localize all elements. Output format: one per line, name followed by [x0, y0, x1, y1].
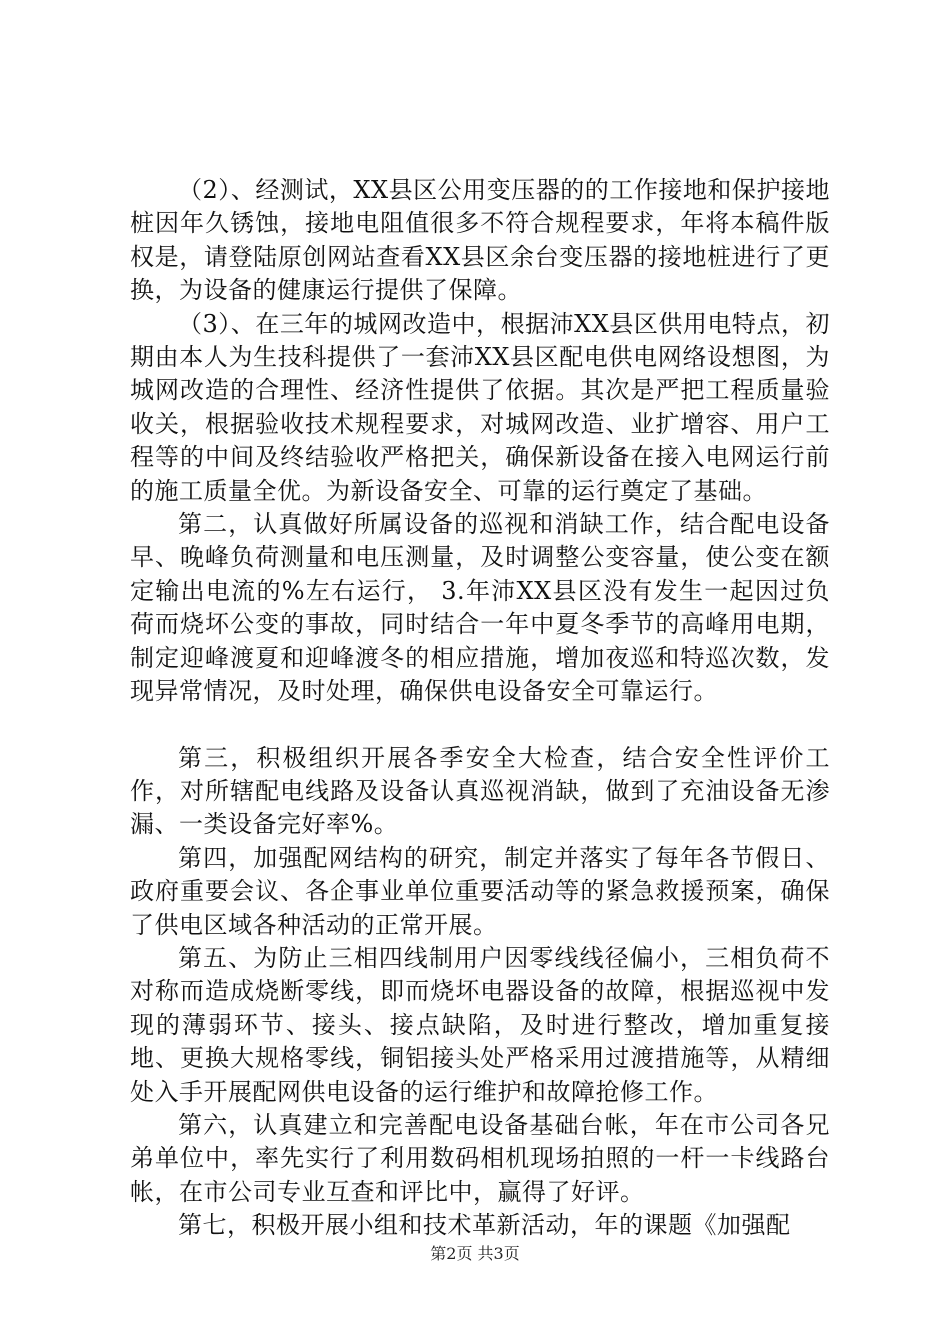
page-number-footer: 第2页 共3页	[430, 1244, 520, 1263]
paragraph-fourth: 第四，加强配网结构的研究，制定并落实了每年各节假日、政府重要会议、各企事业单位重要活动等的紧急救援预案，确保了供电区域各种活动的正常开展。	[130, 843, 830, 939]
paragraph-second: 第二，认真做好所属设备的巡视和消缺工作，结合配电设备早、晚峰负荷测量和电压测量，及时调整公变容量，使公变在额定输出电流的%左右运行， 3.年沛XX县区没有发生一起因过负荷而烧坏公变的事故，同时结合一年中夏冬季节的高峰用电期，制定迎峰渡夏和迎峰渡冬的相应措施，增加夜巡和特巡次数，发现异常情况，及时处理，确保供电设备安全可靠运行。	[130, 510, 830, 706]
paragraph-third: 第三，积极组织开展各季安全大检查，结合安全性评价工作，对所辖配电线路及设备认真巡视消缺，做到了充油设备无渗漏、一类设备完好率%。	[130, 743, 830, 839]
document-body	[130, 174, 830, 1243]
paragraph-sixth: 第六，认真建立和完善配电设备基础台帐，年在市公司各兄弟单位中，率先实行了利用数码相机现场拍照的一杆一卡线路台帐，在市公司专业互查和评比中，赢得了好评。	[130, 1110, 830, 1206]
paragraph-item-2: （2）、经测试，XX县区公用变压器的的工作接地和保护接地桩因年久锈蚀，接地电阻值很多不符合规程要求，年将本稿件版权是，请登陆原创网站查看XX县区余台变压器的接地桩进行了更换，为设备的健康运行提供了保障。	[130, 176, 830, 305]
paragraph-item-3: （3）、在三年的城网改造中，根据沛XX县区供用电特点，初期由本人为生技科提供了一套沛XX县区配电供电网络设想图，为城网改造的合理性、经济性提供了依据。其次是严把工程质量验收关，根据验收技术规程要求，对城网改造、业扩增容、用户工程等的中间及终结验收严格把关，确保新设备在接入电网运行前的施工质量全优。为新设备安全、可靠的运行奠定了基础。	[130, 309, 830, 505]
paragraph-fifth: 第五、为防止三相四线制用户因零线线径偏小，三相负荷不对称而造成烧断零线，即而烧坏电器设备的故障，根据巡视中发现的薄弱环节、接头、接点缺陷，及时进行整改，增加重复接地、更换大规格零线，铜铝接头处严格采用过渡措施等，从精细处入手开展配网供电设备的运行维护和故障抢修工作。	[130, 943, 830, 1106]
paragraph-seventh: 第七，积极开展小组和技术革新活动，年的课题《加强配	[178, 1211, 791, 1240]
